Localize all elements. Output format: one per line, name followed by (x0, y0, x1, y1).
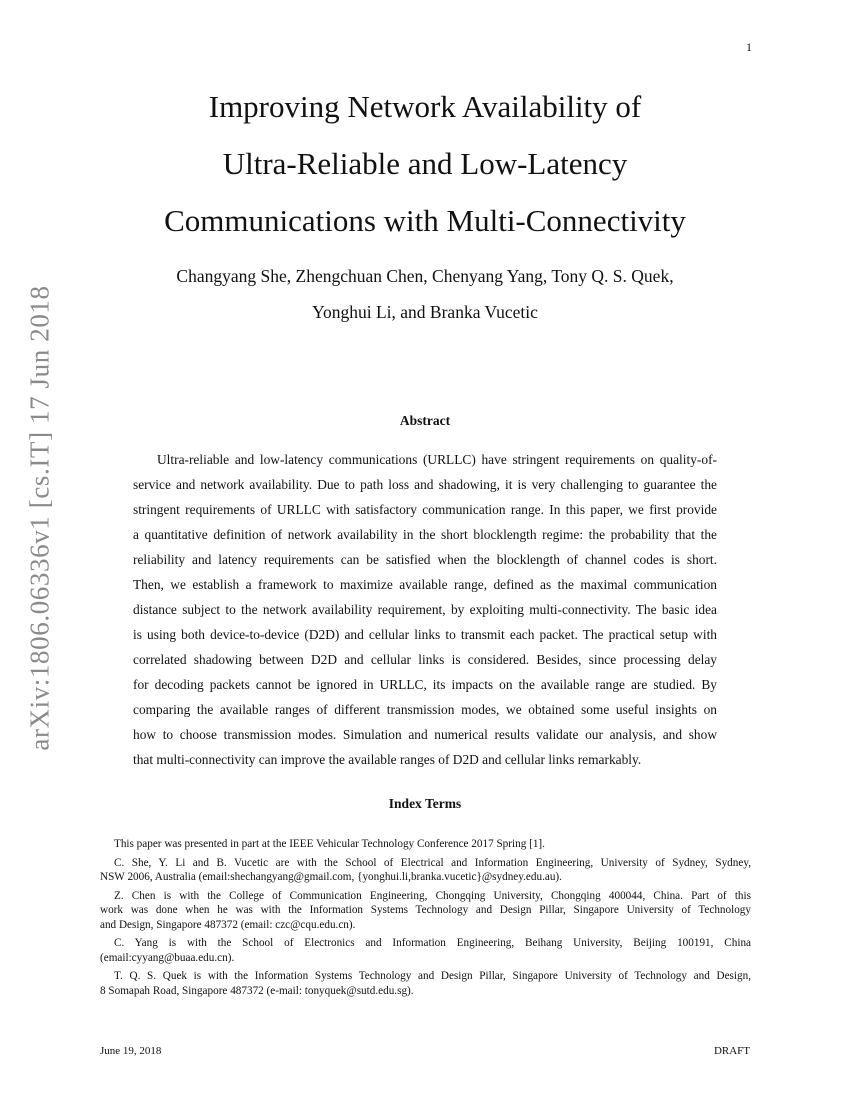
footnote-line: NSW 2006, Australia (email:shechangyang@gmail.com, {yonghui.li,branka.vucetic}@sydney.edu.au). (100, 871, 562, 883)
footnote-line: C. Yang is with the School of Electronics and Information Engineering, Beihang University, Beijing 100191, China (114, 937, 751, 949)
abstract-line: how to choose transmission modes. Simulation and numerical results validate our analysis, and show (133, 727, 717, 742)
title-line: Communications with Multi-Connectivity (164, 203, 686, 238)
title-line: Ultra-Reliable and Low-Latency (222, 146, 628, 181)
abstract-line: reliability and latency requirements can be satisfied when the blocklength of channel codes is short. (133, 552, 717, 567)
footnote-affiliation-sutd (100, 969, 751, 998)
footnote-line: work was done when he was with the Information Systems Technology and Design Pillar, Singapore University of Technology (100, 904, 751, 916)
footnote-presentation (100, 837, 751, 852)
footnote-affiliation-sydney (100, 856, 751, 885)
page-number: 1 (746, 40, 752, 54)
abstract-line: stringent requirements of URLLC with satisfactory communication range. In this paper, we first provide (133, 502, 717, 517)
author-line: Yonghui Li, and Branka Vucetic (312, 302, 538, 322)
footnote-line: T. Q. S. Quek is with the Information Systems Technology and Design Pillar, Singapore University of Technology and Design, (114, 970, 751, 982)
abstract-line: distance subject to the network availability requirement, by exploiting multi-connectivity. The basic idea (133, 602, 717, 617)
abstract-line: comparing the available ranges of different transmission modes, we obtained some useful insights on (133, 702, 717, 717)
footnote-line: Z. Chen is with the College of Communication Engineering, Chongqing University, Chongqing 400044, China. Part of this (114, 889, 751, 902)
abstract-line: Then, we establish a framework to maximize available range, defined as the maximal communication (133, 577, 717, 592)
author-line: Changyang She, Zhengchuan Chen, Chenyang Yang, Tony Q. S. Quek, (176, 266, 674, 286)
footnotes (100, 837, 751, 1002)
abstract-line: a quantitative definition of network availability in the short blocklength regime: the probability that the (133, 527, 717, 542)
footnote-line: (email:cyyang@buaa.edu.cn). (100, 951, 235, 964)
footnote-line: This paper was presented in part at the IEEE Vehicular Technology Conference 2017 Spring [1]. (114, 838, 545, 850)
arxiv-identifier-stamp: arXiv:1806.06336v1 [cs.IT] 17 Jun 2018 (24, 285, 55, 751)
index-terms-heading: Index Terms (388, 796, 462, 811)
footnote-line: and Design, Singapore 487372 (email: czc@cqu.edu.cn). (100, 918, 356, 931)
footer-draft-label: DRAFT (713, 1045, 750, 1057)
abstract-line: that multi-connectivity can improve the available ranges of D2D and cellular links remarkably. (133, 752, 642, 767)
abstract-line: Ultra-reliable and low-latency communications (URLLC) have stringent requirements on quality-of- (157, 452, 717, 467)
author-list (100, 258, 750, 330)
footnote-affiliation-chongqing (100, 889, 751, 933)
abstract-line: for decoding packets cannot be ignored in URLLC, its impacts on the available range are studied. By (133, 677, 717, 692)
footnote-line: 8 Somapah Road, Singapore 487372 (e-mail: tonyquek@sutd.edu.sg). (100, 984, 414, 997)
footnote-line: C. She, Y. Li and B. Vucetic are with the School of Electrical and Information Engineering, University of Sydney, Sydney, (114, 856, 751, 869)
paper-title (100, 78, 750, 249)
title-line: Improving Network Availability of (208, 89, 642, 124)
abstract-line: service and network availability. Due to path loss and shadowing, it is very challenging to guarantee the (133, 477, 717, 492)
abstract-heading: Abstract (399, 413, 451, 428)
abstract-line: is using both device-to-device (D2D) and cellular links to transmit each packet. The practical setup with (133, 627, 717, 642)
abstract-line: correlated shadowing between D2D and cellular links is considered. Besides, since processing delay (133, 652, 717, 667)
footnote-affiliation-beihang (100, 936, 751, 965)
footer-date: June 19, 2018 (100, 1045, 162, 1057)
abstract-body (133, 447, 717, 772)
